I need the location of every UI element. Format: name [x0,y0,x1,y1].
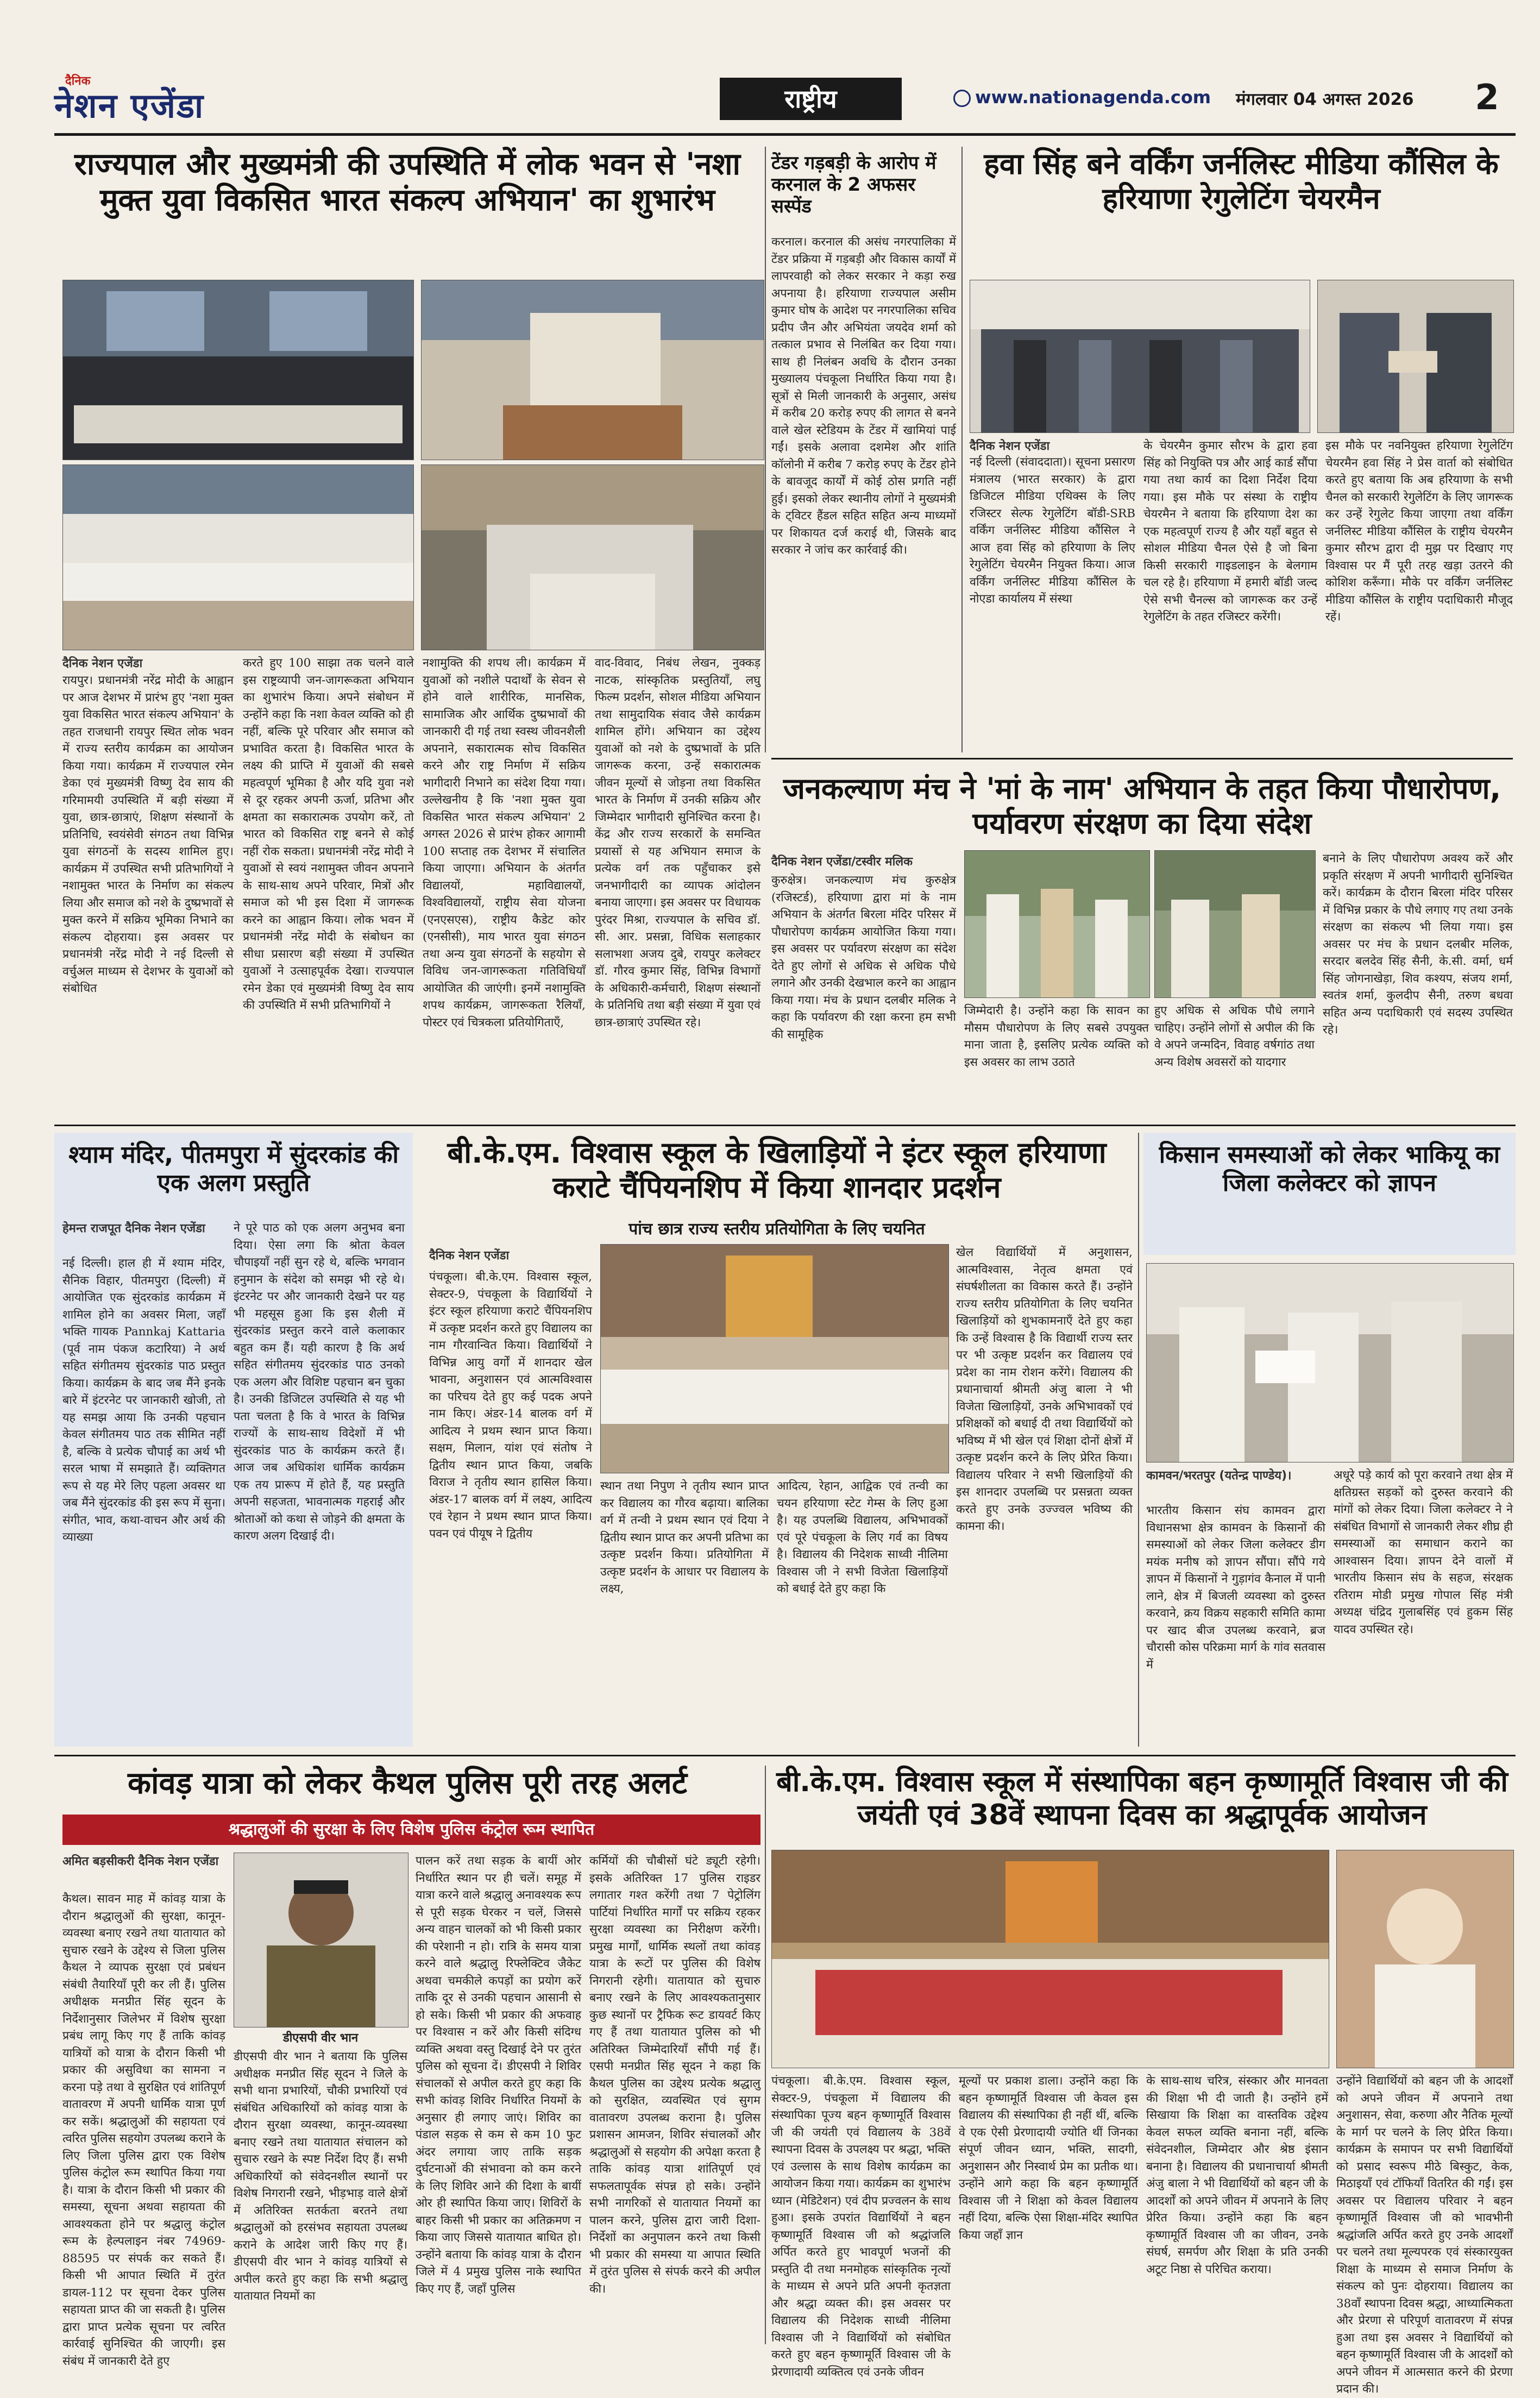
a4-photo-2 [1154,850,1316,998]
a8-byline: अमित बड़सीकरी दैनिक नेशन एजेंडा [62,1855,219,1868]
divider [54,1755,1516,1756]
a7-photo [1146,1263,1514,1462]
a4-col-1: कुरुक्षेत्र। जनकल्याण मंच कुरुक्षेत्र (रजिस्टर्ड), हरियाणा द्वारा मां के नाम अभियान के अंतर्गत बिरला मंदिर परिसर में पौधारोपण कार्यक्रम आयोजित किया गया। इस अवसर पर पर्यावरण संरक्षण का संदेश देते हुए लोगों से अधिक से अधिक पौधे लगाने और उनकी देखभाल करने का आह्वान किया गया। मंच के प्रधान दलबीर मलिक ने कहा कि पर्यावरण की रक्षा करना हम सभी की सामूहिक [771,874,956,1041]
a9-photo-portrait [1336,1850,1514,2068]
a6-col-1: पंचकूला। बी.के.एम. विश्वास स्कूल, सेक्टर-9, पंचकूला के विद्यार्थियों ने इंटर स्कूल हरियाणा कराटे चैंपियनशिप में उत्कृष्ट प्रदर्शन करते हुए विद्यालय का नाम गौरवान्वित किया। विद्यार्थियों ने विभिन्न आयु वर्गों में शानदार खेल भावना, अनुशासन एवं आत्मविश्वास का परिचय देते हुए कई पदक अपने नाम किए। अंडर-14 बालक वर्ग में आदित्य ने प्रथम स्थान प्राप्त किया। सक्षम, मिलान, यांश एवं संतोष ने द्वितीय स्थान प्राप्त किया, जबकि विराज ने तृतीय स्थान हासिल किया। अंडर-17 बालक वर्ग में लक्ष्य, आदित्य एवं रेहान ने प्रथम स्थान प्राप्त किया। पवन एवं पीयूष ने द्वितीय [429,1270,592,1541]
a4-col-3: हुए अधिक से अधिक पौधे लगाने चाहिए। उन्होंने लोगों से अपील की कि वे अपने जन्मदिन, विवाह वर्षगांठ तथा अन्य विशेष अवसरों को यादगार [1154,1004,1315,1069]
a1-col-3: नशामुक्ति की शपथ ली। कार्यक्रम में युवाओं को नशीले पदार्थों के सेवन से होने वाले शारीरिक, मानसिक, सामाजिक और आर्थिक दुष्प्रभावों की जानकारी दी गई तथा स्वस्थ जीवनशैली अपनाने, सकारात्मक सोच विकसित करने और राष्ट्र निर्माण में सक्रिय भागीदारी निभाने का संदेश दिया गया। उल्लेखनीय है कि 'नशा मुक्त युवा विकसित भारत संकल्प अभियान' 2 अगस्त 2026 से प्रारंभ होकर आगामी 100 सप्ताह तक देशभर में संचालित किया जाएगा। अभियान के अंतर्गत विद्यालयों, महाविद्यालयों, विश्वविद्यालयों, राष्ट्रीय सेवा योजना (एनएसएस), राष्ट्रीय कैडेट कोर (एनसीसी), माय भारत युवा संगठन तथा अन्य युवा संगठनों के सहयोग से विविध जन-जागरूकता गतिविधियाँ आयोजित की जाएंगी। इनमें नशामुक्ति शपथ कार्यक्रम, जागरूकता रैलियाँ, पोस्टर एवं चित्रकला प्रतियोगिताएँ, [423,656,586,1029]
website-text: www.nationagenda.com [975,87,1211,108]
globe-icon [953,90,971,107]
divider [771,758,1513,759]
masthead-rule [54,133,1516,136]
a9-col-4: उन्होंने विद्यार्थियों को बहन जी के आदर्शों को अपने जीवन में अपनाने तथा अनुशासन, सेवा, करुणा और नैतिक मूल्यों के मार्ग पर चलने के लिए प्रेरित किया। कार्यक्रम के समापन पर सभी विद्यार्थियों को प्रसाद स्वरूप मीठे बिस्कुट, केक, मिठाइयाँ एवं टॉफियाँ वितरित की गईं। इस अवसर पर विद्यालय परिवार ने बहन कृष्णामूर्ति विश्वास जी को भावभीनी श्रद्धांजलि अर्पित करते हुए उनके आदर्शों पर चलने तथा मूल्यपरक एवं संस्कारयुक्त शिक्षा के माध्यम से समाज निर्माण के संकल्प को पुनः दोहराया। विद्यालय का 38वाँ स्थापना दिवस श्रद्धा, आध्यात्मिकता और प्रेरणा से परिपूर्ण वातावरण में संपन्न हुआ तथा इस अवसर ने विद्यार्थियों को बहन कृष्णामूर्ति विश्वास जी के आदर्शों को अपने जीवन में आत्मसात करने की प्रेरणा प्रदान की। [1336,2074,1513,2396]
a7-headline: किसान समस्याओं को लेकर भाकियू का जिला कलेक्टर को ज्ञापन [1159,1141,1500,1197]
a3-photo-handover [1317,280,1514,433]
a1-col-1: रायपुर। प्रधानमंत्री नरेंद्र मोदी के आह्वान पर आज देशभर में प्रारंभ हुए 'नशा मुक्त युवा विकसित भारत संकल्प अभियान' के तहत राजधानी रायपुर स्थित लोक भवन में राज्य स्तरीय कार्यक्रम का आयोजन किया गया। कार्यक्रम में राज्यपाल रमेन डेका एवं मुख्यमंत्री विष्णु देव साय की गरिमामयी उपस्थिति में बड़ी संख्या में युवा, छात्र-छात्राएं, शिक्षण संस्थानों के प्रतिनिधि, स्वयंसेवी संगठन तथा विभिन्न युवा संगठनों के सदस्य शामिल हुए। कार्यक्रम में उपस्थित सभी प्रतिभागियों ने नशामुक्त भारत के निर्माण का संकल्प लिया और समाज को नशे के दुष्प्रभावों से मुक्त करने में सक्रिय भूमिका निभाने का संकल्प दोहराया। इस अवसर पर प्रधानमंत्री नरेंद्र मोदी ने नई दिल्ली से वर्चुअल माध्यम से देशभर के युवाओं को संबोधित [62,674,234,995]
divider [765,1766,766,2344]
a9-col-1: पंचकूला। बी.के.एम. विश्वास स्कूल, सेक्टर-9, पंचकूला में विद्यालय की संस्थापिका पूज्य बहन कृष्णामूर्ति विश्वास जी की जयंती एवं विद्यालय के 38वें स्थापना दिवस के उपलक्ष्य पर श्रद्धा, भक्ति एवं उल्लास के साथ विशेष कार्यक्रम का आयोजन किया गया। कार्यक्रम का शुभारंभ ध्यान (मेडिटेशन) एवं दीप प्रज्वलन के साथ हुआ। इसके उपरांत विद्यार्थियों ने बहन कृष्णामूर्ति विश्वास जी को श्रद्धांजलि अर्पित करते हुए भावपूर्ण भजनों की प्रस्तुति दी तथा मनमोहक सांस्कृतिक नृत्यों के माध्यम से अपने प्रति अपनी कृतज्ञता और श्रद्धा व्यक्त की। इस अवसर पर विद्यालय की निदेशक साध्वी नीलिमा विश्वास जी ने विद्यार्थियों को संबोधित करते हुए बहन कृष्णामूर्ति विश्वास जी के प्रेरणादायी व्यक्तित्व एवं उनके जीवन [771,2074,951,2379]
a6-col-3: आदित्य, रेहान, आद्विक एवं तन्वी का चयन हरियाणा स्टेट गेम्स के लिए हुआ है। यह उपलब्धि विद्यालय, अभिभावकों एवं पूरे पंचकूला के लिए गर्व का विषय है। विद्यालय की निदेशक साध्वी नीलिमा विश्वास जी ने सभी विजेता खिलाड़ियों को बधाई देते हुए कहा कि [777,1479,948,1596]
a3-photo-group [970,280,1310,433]
a4-photo-1 [964,850,1150,998]
a8-col-2: डीएसपी वीर भान ने बताया कि पुलिस अधीक्षक मनप्रीत सिंह सूदन ने जिले के सभी थाना प्रभारियों, चौकी प्रभारियों एवं संबंधित अधिकारियों को कांवड़ यात्रा के दौरान सुरक्षा व्यवस्था, कानून-व्यवस्था बनाए रखने तथा यातायात संचालन को सुचारु रखने के स्पष्ट निर्देश दिए हैं। सभी अधिकारियों को संवेदनशील स्थानों पर विशेष निगरानी रखने, भीड़भाड़ वाले क्षेत्रों में अतिरिक्त सतर्कता बरतने तथा श्रद्धालुओं को हरसंभव सहायता उपलब्ध कराने के आदेश जारी किए गए हैं। डीएसपी वीर भान ने कांवड़ यात्रियों से अपील करते हुए कहा कि सभी श्रद्धालु यातायात नियमों का [234,2050,407,2303]
a4-col-2: जिम्मेदारी है। उन्होंने कहा कि सावन का मौसम पौधारोपण के लिए सबसे उपयुक्त माना जाता है, इसलिए प्रत्येक व्यक्ति को इस अवसर का लाभ उठाते [964,1004,1149,1069]
a3-col-1: नई दिल्ली (संवाददाता)। सूचना प्रसारण मंत्रालय (भारत सरकार) के द्वारा डिजिटल मीडिया एथिक्स के लिए रजिस्टर सेल्फ रेगुलेटिंग बॉडी-SRB वर्किंग जर्नलिस्ट मीडिया कौंसिल ने आज हवा सिंह को हरियाणा के लिए रेगुलेटिंग चेयरमैन नियुक्त किया। आज वर्किंग जर्नलिस्ट मीडिया कौंसिल के नोएडा कार्यालय में संस्था [970,455,1135,606]
a3-col-3: इस मौके पर नवनियुक्त हरियाणा रेगुलेटिंग चेयरमैन हवा सिंह ने प्रेस वार्ता को संबोधित करते हुए बताया कि अब हरियाणा के सभी चैनल को सरकारी रेगुलेटिंग के लिए जागरूक कर उन्हें रेगुलेट किया जाएगा तथा वर्किंग जर्नलिस्ट मीडिया कौंसिल के राष्ट्रीय चेयरमैन कुमार सौरभ द्वारा दी मुझ पर दिखाए गए विश्वास पर मैं पूरी तरह खड़ा उतरने की कोशिश करूँगा। मौके पर वर्किंग जर्नलिस्ट मीडिया कौंसिल के राष्ट्रीय पदाधिकारी मौजूद रहें। [1325,439,1513,624]
a7-caption: कामवन/भरतपुर (यतेन्द्र पाण्डेय)। [1146,1469,1292,1483]
a3-headline: हवा सिंह बने वर्किंग जर्नलिस्ट मीडिया कौंसिल के हरियाणा रेगुलेटिंग चेयरमैन [984,147,1499,216]
a2-headline: टेंडर गड़बड़ी के आरोप में करनाल के 2 अफसर सस्पेंड [771,152,936,218]
a8-photo-caption: डीएसपी वीर भान [282,2031,359,2045]
a6-photo-karate [600,1244,949,1473]
page-number: 2 [1475,78,1499,118]
a5-byline: हेमन्त राजपूत दैनिक नेशन एजेंडा [62,1222,205,1235]
a1-photo-3 [62,464,414,650]
a8-subhead: श्रद्धालुओं की सुरक्षा के लिए विशेष पुलिस कंट्रोल रूम स्थापित [62,1815,760,1845]
a8-col-4: कर्मियों की चौबीसों घंटे ड्यूटी रहेगी। इसके अतिरिक्त 17 पुलिस राइडर लगातार गश्त करेंगी तथा 7 पेट्रोलिंग पार्टियां निर्धारित मार्गों पर सक्रिय रहकर सुरक्षा व्यवस्था का निरीक्षण करेंगी। प्रमुख मार्गों, धार्मिक स्थलों तथा कांवड़ यात्रा के रूटों पर पुलिस की विशेष निगरानी रहेगी। यातायात को सुचारु बनाए रखने के लिए आवश्यकतानुसार कुछ स्थानों पर ट्रैफिक रूट डायवर्ट किए गए हैं तथा यातायात पुलिस को भी अतिरिक्त जिम्मेदारियाँ सौंपी गई हैं। एसपी मनप्रीत सिंह सूदन ने कहा कि कैथल पुलिस का उद्देश्य प्रत्येक श्रद्धालु को सुरक्षित, व्यवस्थित एवं सुगम वातावरण उपलब्ध कराना है। पुलिस प्रशासन आमजन, शिविर संचालकों और श्रद्धालुओं से सहयोग की अपेक्षा करता है ताकि कांवड़ यात्रा शांतिपूर्ण एवं सफलतापूर्वक संपन्न हो सके। उन्होंने सभी नागरिकों से यातायात नियमों का पालन करने, पुलिस द्वारा जारी दिशा-निर्देशों का अनुपालन करने तथा किसी भी प्रकार की समस्या या आपात स्थिति में तुरंत पुलिस से संपर्क करने की अपील की। [589,1854,760,2296]
a4-headline: जनकल्याण मंच ने 'मां के नाम' अभियान के तहत किया पौधारोपण, पर्यावरण संरक्षण का दिया संदेश [783,771,1501,840]
a1-headline: राज्यपाल और मुख्यमंत्री की उपस्थिति में लोक भवन से 'नशा मुक्त युवा विकसित भारत संकल्प अभियान' का शुभारंभ [74,147,741,218]
dateline: मंगलवार 04 अगस्त 2026 [1236,90,1414,109]
a7-col-1: भारतीय किसान संघ कामवन द्वारा विधानसभा क्षेत्र कामवन के किसानों की समस्याओं को लेकर जिला कलेक्टर डीग मयंक मनीष को ज्ञापन सौंपा। सौंपे गये ज्ञापन में किसानों ने गुड़ागंव कैनाल में पानी लाने, क्षेत्र में बिजली व्यवस्था को दुरुस्त करवाने, क्रय विक्रय सहकारी समिति कामा पर खाद बीज उपलब्ध करवाने, ब्रज चौरासी कोस परिक्रमा मार्ग के गांव सतवास में [1146,1504,1325,1672]
a1-byline: दैनिक नेशन एजेंडा [62,657,143,670]
masthead [54,68,1516,130]
section-tab: राष्ट्रीय [720,78,902,120]
a2-text: करनाल। करनाल की असंध नगरपालिका में टेंडर प्रक्रिया में गड़बड़ी और विकास कार्यों में लापरवाही को लेकर सरकार ने कड़ा रुख अपनाया है। हरियाणा राज्यपाल असीम कुमार घोष के आदेश पर नगरपालिका सचिव प्रदीप जैन और अभियंता जयदेव शर्मा को तत्काल प्रभाव से निलंबित कर दिया गया। साथ ही निलंबन अवधि के दौरान उनका मुख्यालय पंचकूला निर्धारित किया गया है। सूत्रों से मिली जानकारी के अनुसार, असंध में करीब 20 करोड़ रुपए की लागत से बनने वाले खेल स्टेडियम के टेंडर में खामियां पाई गईं। इसके अलावा दशमेश और शांति कॉलोनी में करीब 7 करोड़ रुपए के टेंडर होने के बावजूद कार्यों में कोई ठोस प्रगति नहीं हुई। इसको लेकर स्थानीय लोगों ने मुख्यमंत्री के ट्विटर हैंडल सहित सहित अन्य माध्यमों पर शिकायत दर्ज कराई थी, जिसके बाद सरकार ने जांच कर कार्रवाई की। [771,235,956,557]
a6-subhead: पांच छात्र राज्य स्तरीय प्रतियोगिता के लिए चयनित [628,1220,925,1239]
a1-col-4: वाद-विवाद, निबंध लेखन, नुक्कड़ नाटक, सांस्कृतिक प्रस्तुतियाँ, लघु फिल्म प्रदर्शन, सोशल मीडिया अभियान तथा सामुदायिक संवाद जैसे कार्यक्रम शामिल होंगे। अभियान का उद्देश्य युवाओं को नशे के दुष्प्रभावों के प्रति जागरूक करना, उन्हें सकारात्मक जीवन मूल्यों से जोड़ना तथा विकसित भारत के निर्माण में उनकी सक्रिय और जिम्मेदार भागीदारी सुनिश्चित करना है। केंद्र और राज्य सरकारों के समन्वित प्रयासों से यह अभियान समाज के प्रत्येक वर्ग तक पहुँचाकर इसे जनभागीदारी का व्यापक आंदोलन बनाया जाएगा। इस अवसर पर विधायक पुरंदर मिश्रा, राज्यपाल के सचिव डॉ. सी. आर. प्रसन्ना, विधिक सलाहकार सलाभशा अजय दुबे, रायपुर कलेक्टर डॉ. गौरव कुमार सिंह, विभिन्न विभागों के अधिकारी-कर्मचारी, शिक्षण संस्थानों के प्रतिनिधि तथा बड़ी संख्या में युवा एवं छात्र-छात्राएं उपस्थित रहे। [595,656,760,1029]
a9-col-2: मूल्यों पर प्रकाश डाला। उन्होंने कहा कि बहन कृष्णामूर्ति विश्वास जी केवल इस विद्यालय की संस्थापिका ही नहीं थीं, बल्कि वे एक ऐसी प्रेरणादायी ज्योति थीं जिनका संपूर्ण जीवन ध्यान, भक्ति, सादगी, अनुशासन और निस्वार्थ प्रेम का प्रतीक था। उन्होंने आगे कहा कि बहन कृष्णामूर्ति विश्वास जी ने शिक्षा को केवल विद्यालय नहीं दिया, बल्कि ऐसा शिक्षा-मंदिर स्थापित किया जहाँ ज्ञान [959,2074,1138,2242]
a8-headline: कांवड़ यात्रा को लेकर कैथल पुलिस पूरी तरह अलर्ट [127,1766,688,1801]
a7-col-2: अधूरे पड़े कार्य को पूरा करवाने तथा क्षेत्र में क्षतिग्रस्त सड़कों को दुरुस्त करवाने की मांगों को लेकर दिया। जिला कलेक्टर ने ने संबंधित विभागों से जानकारी लेकर शीघ्र ही समस्याओं का समाधान कराने का आश्वासन दिया। ज्ञापन देने वालों में भारतीय किसान संघ के सहज, संरक्षक रतिराम मोडी प्रमुख गोपाल सिंह मंत्री अध्यक्ष चंद्रिद गुलाबसिंह एवं हुकम सिंह यादव उपस्थित रहे। [1334,1468,1513,1636]
a5-col-2: ने पूरे पाठ को एक अलग अनुभव बना दिया। ऐसा लगा कि श्रोता केवल चौपाइयाँ नहीं सुन रहे थे, बल्कि भगवान हनुमान के संदेश को समझ भी रहे थे। इंटरनेट पर और जानकारी देखने पर यह भी महसूस हुआ कि इस शैली में सुंदरकांड प्रस्तुत करने वाले कलाकार बहुत कम हैं। यही कारण है कि अर्थ सहित संगीतमय सुंदरकांड पाठ उनको एक अलग और विशिष्ट पहचान बन चुका है। उनकी डिजिटल उपस्थिति से यह भी पता चलता है कि वे भारत के विभिन्न राज्यों के साथ-साथ विदेशों में भी सुंदरकांड पाठ के कार्यक्रम करते हैं। आज जब अधिकांश धार्मिक कार्यक्रम एक तय प्रारूप में होते हैं, यह प्रस्तुति अपनी सहजता, भावनात्मक गहराई और श्रोताओं को कथा से जोड़ने की क्षमता के कारण अलग दिखाई दी। [234,1221,405,1543]
divider [961,147,963,752]
a1-photo-2 [421,280,764,460]
a8-photo-dsp [234,1853,408,2027]
a6-headline: बी.के.एम. विश्वास स्कूल के खिलाड़ियों ने इंटर स्कूल हरियाणा कराटे चैंपियनशिप में किया शानदार प्रदर्शन [447,1135,1107,1204]
divider [765,147,766,752]
a4-col-4: बनाने के लिए पौधारोपण अवश्य करें और प्रकृति संरक्षण में अपनी भागीदारी सुनिश्चित करें। कार्यक्रम के दौरान बिरला मंदिर परिसर में विभिन्न प्रकार के पौधे लगाए गए तथा उनके संरक्षण का संकल्प भी लिया गया। इस अवसर पर मंच के प्रधान दलबीर मलिक, सरदार बलदेव सिंह सैनी, के.सी. वर्मा, धर्म सिंह जोगनाखेड़ा, शिव कश्यप, संजय शर्मा, स्वतंत्र शर्मा, कुलदीप सैनी, तरुण बधवा सहित अन्य पदाधिकारी एवं सदस्य उपस्थित रहे। [1323,852,1513,1037]
a1-col-2: करते हुए 100 साझा तक चलने वाले इस राष्ट्रव्यापी जन-जागरूकता अभियान का शुभारंभ किया। अपने संबोधन में उन्होंने कहा कि नशा केवल व्यक्ति को ही नहीं, बल्कि पूरे परिवार और समाज को प्रभावित करता है। विकसित भारत के लक्ष्य की प्राप्ति में युवाओं की सबसे महत्वपूर्ण भूमिका है और यदि युवा नशे से दूर रहकर अपनी ऊर्जा, प्रतिभा और क्षमता का सकारात्मक उपयोग करें, तो भारत को विकसित राष्ट्र बनने से कोई नहीं रोक सकता। प्रधानमंत्री नरेंद्र मोदी ने युवाओं से स्वयं नशामुक्त जीवन अपनाने के साथ-साथ अपने परिवार, मित्रों और समाज को भी इस दिशा में जागरूक करने का आह्वान किया। लोक भवन में प्रधानमंत्री नरेंद्र मोदी के संबोधन का सीधा प्रसारण बड़ी संख्या में उपस्थित युवाओं ने उत्साहपूर्वक देखा। राज्यपाल रमेन डेका एवं मुख्यमंत्री विष्णु देव साय की उपस्थिति में सभी प्रतिभागियों ने [243,656,414,1012]
a3-byline: दैनिक नेशन एजेंडा [970,440,1050,453]
a6-byline: दैनिक नेशन एजेंडा [429,1249,510,1263]
a9-col-3: के साथ-साथ चरित्र, संस्कार और मानवता की शिक्षा भी दी जाती है। उन्होंने हमें सिखाया कि शिक्षा का वास्तविक उद्देश्य केवल सफल व्यक्ति बनाना नहीं, बल्कि संवेदनशील, जिम्मेदार और श्रेष्ठ इंसान बनाना है। विद्यालय की प्रधानाचार्या श्रीमती अंजु बाला ने भी विद्यार्थियों को बहन जी के आदर्शों को अपने जीवन में अपनाने के लिए प्रेरित किया। उन्होंने कहा कि बहन कृष्णामूर्ति विश्वास जी का जीवन, उनके संघर्ष, समर्पण और शिक्षा के प्रति उनकी अटूट निष्ठा से परिचित कराया। [1146,2074,1328,2276]
a1-photo-4 [421,464,764,650]
a9-headline: बी.के.एम. विश्वास स्कूल में संस्थापिका बहन कृष्णामूर्ति विश्वास जी की जयंती एवं 38वें स्थापना दिवस का श्रद्धापूर्वक आयोजन [776,1766,1508,1832]
a3-col-2: के चेयरमैन कुमार सौरभ के द्वारा हवा सिंह को नियुक्ति पत्र और आई कार्ड सौंपा गया तथा कार्य का दिशा निर्देश दिया गया। इस मौके पर संस्था के राष्ट्रीय चेयरमैन ने बताया कि हरियाणा देश का एक महत्वपूर्ण राज्य है और यहाँ बहुत से सोशल मीडिया चैनल ऐसे है जो बिना किसी सरकारी गाइडलाइन के बेलगाम चल रहे है। हरियाणा में हमारी बॉडी जल्द ऐसे सभी चैनल्स को जागरूक कर उन्हें रेगुलेटिंग के तहत रजिस्टर करेंगी। [1143,439,1317,624]
a8-col-3: पालन करें तथा सड़क के बायीं ओर निर्धारित स्थान पर ही चलें। समूह में यात्रा करने वाले श्रद्धालु अनावश्यक रूप से पूरी सड़क घेरकर न चलें, जिससे अन्य वाहन चालकों को भी किसी प्रकार की परेशानी न हो। रात्रि के समय यात्रा करने वाले श्रद्धालु रिफ्लेक्टिव जैकेट अथवा चमकीले कपड़ों का प्रयोग करें ताकि दूर से उनकी पहचान आसानी से हो सके। किसी भी प्रकार की अफवाह पर विश्वास न करें और किसी संदिग्ध व्यक्ति अथवा वस्तु दिखाई देने पर तुरंत पुलिस को सूचना दें। डीएसपी ने शिविर संचालकों से अपील करते हुए कहा कि सभी कांवड़ शिविर निर्धारित नियमों के अनुसार ही लगाए जाएं। शिविर का पंडाल सड़क से कम से कम 10 फुट अंदर लगाया जाए ताकि सड़क दुर्घटनाओं की संभावना को कम करने के लिए शिविर आने की दिशा के बायीं ओर ही स्थापित किया जाए। शिविरों के बाहर किसी भी प्रकार का अतिक्रमण न किया जाए जिससे यातायात बाधित हो। उन्होंने बताया कि कांवड़ यात्रा के दौरान जिले में 4 प्रमुख पुलिस नाके स्थापित किए गए हैं, जहाँ पुलिस [416,1854,581,2296]
divider [1138,1133,1139,1747]
a5-headline: श्याम मंदिर, पीतमपुरा में सुंदरकांड की एक अलग प्रस्तुति [68,1141,399,1197]
logo-main-text: नेशन एजेंडा [54,86,205,125]
a9-photo-stage [771,1850,1329,2068]
a6-col-2: स्थान तथा निपुण ने तृतीय स्थान प्राप्त कर विद्यालय का गौरव बढ़ाया। बालिका वर्ग में तन्वी ने प्रथम स्थान एवं दिया ने द्वितीय स्थान प्राप्त कर अपनी प्रतिभा का उत्कृष्ट प्रदर्शन किया। प्रतियोगिता में उत्कृष्ट प्रदर्शन के आधार पर विद्यालय के लक्ष्य, [600,1479,769,1596]
a1-photo-1 [62,280,414,460]
website-link[interactable] [953,87,1211,108]
a5-col-1: नई दिल्ली। हाल ही में श्याम मंदिर, सैनिक विहार, पीतमपुरा (दिल्ली) में आयोजित एक सुंदरकांड कार्यक्रम में शामिल होने का अवसर मिला, जहाँ भक्ति गायक Pannkaj Kattaria (पूर्व नाम पंकज कटारिया) ने अर्थ सहित संगीतमय सुंदरकांड पाठ प्रस्तुत किया। कार्यक्रम के बाद जब मैंने इनके बारे में इंटरनेट पर जानकारी खोजी, तो यह समझ आया कि उनकी पहचान केवल संगीतमय पाठ तक सीमित नहीं है, बल्कि वे प्रत्येक चौपाई का अर्थ भी सरल भाषा में समझाते हैं। व्यक्तिगत रूप से यह मेरे लिए पहला अवसर था जब मैंने सुंदरकांड की इस रूप में सुना। संगीत, भाव, कथा-वाचन और अर्थ की व्याख्या [62,1257,225,1544]
divider [54,1125,1516,1126]
logo-small-text: दैनिक [65,74,91,88]
a8-col-1: कैथल। सावन माह में कांवड़ यात्रा के दौरान श्रद्धालुओं की सुरक्षा, कानून-व्यवस्था बनाए रखने तथा यातायात को सुचारु रखने के उद्देश्य से जिला पुलिस कैथल ने व्यापक सुरक्षा एवं प्रबंधन संबंधी तैयारियाँ पूरी कर ली हैं। पुलिस अधीक्षक मनप्रीत सिंह सूदन के निर्देशानुसार जिलेभर में विशेष सुरक्षा प्रबंध लागू किए गए हैं ताकि कांवड़ यात्रियों को यात्रा के दौरान किसी भी प्रकार की असुविधा का सामना न करना पड़े तथा वे सुरक्षित एवं शांतिपूर्ण वातावरण में अपनी धार्मिक यात्रा पूर्ण कर सकें। श्रद्धालुओं की सहायता एवं त्वरित पुलिस सहयोग उपलब्ध कराने के लिए जिला पुलिस द्वारा एक विशेष पुलिस कंट्रोल रूम स्थापित किया गया है। यात्रा के दौरान किसी भी प्रकार की समस्या, सूचना अथवा सहायता की आवश्यकता होने पर श्रद्धालु कंट्रोल रूम के हेल्पलाइन नंबर 74969-88595 पर संपर्क कर सकते हैं। किसी भी आपात स्थिति में तुरंत डायल-112 पर सूचना देकर पुलिस सहायता प्राप्त की जा सकती है। पुलिस द्वारा प्राप्त प्रत्येक सूचना पर त्वरित कार्रवाई सुनिश्चित की जाएगी। इस संबंध में जानकारी देते हुए [62,1892,225,2368]
a4-byline: दैनिक नेशन एजेंडा/टस्वीर मलिक [771,855,913,869]
a6-col-4: खेल विद्यार्थियों में अनुशासन, आत्मविश्वास, नेतृत्व क्षमता एवं संघर्षशीलता का विकास करते हैं। उन्होंने राज्य स्तरीय प्रतियोगिता के लिए चयनित खिलाड़ियों को शुभकामनाएँ देते हुए कहा कि उन्हें विश्वास है कि विद्यार्थी राज्य स्तर पर भी उत्कृष्ट प्रदर्शन कर विद्यालय एवं प्रदेश का नाम रोशन करेंगे। विद्यालय की प्रधानाचार्या श्रीमती अंजु बाला ने भी विजेता खिलाड़ियों, उनके अभिभावकों एवं प्रशिक्षकों को बधाई दी तथा विद्यार्थियों को भविष्य में भी खेल एवं शिक्षा दोनों क्षेत्रों में उत्कृष्ट प्रदर्शन करने के लिए प्रेरित किया। विद्यालय परिवार ने सभी खिलाड़ियों की इस शानदार उपलब्धि पर प्रसन्नता व्यक्त करते हुए उनके उज्ज्वल भविष्य की कामना की। [956,1246,1133,1533]
